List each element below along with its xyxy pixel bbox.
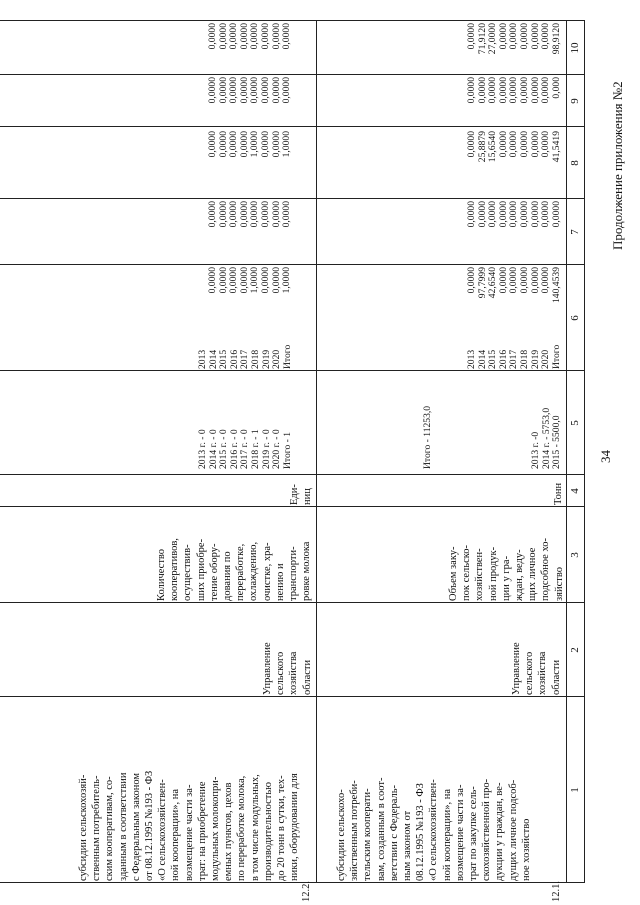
column-header: 3 (569, 552, 581, 558)
funding-col-10: 0,0000 71,9120 27,0000 0,0000 0,0000 0,0000 0,0000 0,0000 98,9120 (466, 23, 562, 55)
column-header: 5 (569, 420, 581, 426)
column-header: 1 (569, 787, 581, 793)
col-line (0, 474, 585, 475)
column-header: 2 (569, 647, 581, 653)
column-header: 9 (569, 98, 581, 104)
funding-col-6: 0,0000 0,0000 0,0000 0,0000 1,0000 0,0000 0,0000 1,0000 (207, 267, 293, 294)
column-header: 8 (569, 160, 581, 166)
appendix-continuation-heading: Продолжение приложения №2 (610, 81, 625, 250)
target-indicator: Объем заку- пок сельско- хозяйствен- ной продук- ции у гра- ждан, веду- щих личное подсобное хо- зяйство (448, 537, 565, 601)
col-line (0, 602, 585, 603)
funding-col-7: 0,0000 0,0000 0,0000 0,0000 0,0000 0,0000 0,0000 0,0000 0,0000 (466, 201, 562, 228)
measure-description: субсидии сельскохо- зяйственным потреби- тельским кооперати- вам, созданным в соот- ветствии с Федераль- ным законом от 08.12.1995 №193 - ФЗ «О сельскохозяйствен- ной кооперации», на возмещение части за- трат по закупке сель- скохозяйственной про- дукции у граждан, ве- дущих личное подсоб- ное хозяйство (336, 777, 532, 881)
funding-col-9: 0,0000 0,0000 0,0000 0,0000 0,0000 0,0000 0,0000 0,0000 (207, 77, 293, 104)
col-line (0, 264, 585, 265)
page-number: 34 (598, 450, 613, 463)
funding-col-7: 0,0000 0,0000 0,0000 0,0000 0,0000 0,0000 0,0000 0,0000 (207, 201, 293, 228)
measure-description: субсидии сельскохозяй- ственным потребитель- ским кооперативам, со- зданным в соответствии с Федеральным законом от 08.12.1995 №193 - ФЗ «О сельскохозяйствен- ной кооперации», на возмещение части за- трат: на приобретение модульных молокопри- емных пунктов, цехов по переработке молока, в том числе модульных, производительностью до 20 тонн в сутки, тех- ники, оборудовании для (78, 770, 301, 881)
column-header: 10 (569, 42, 581, 54)
col-line (0, 198, 585, 199)
row-separator (316, 21, 317, 883)
unit-of-measure: Тонн (553, 482, 564, 505)
col-line (0, 506, 585, 507)
funding-col-8: 0,0000 25,8879 15,6540 0,0000 0,0000 0,0000 0,0000 0,0000 41,5419 (466, 131, 562, 163)
column-header: 4 (569, 488, 581, 494)
year-list: 2013 2014 2015 2016 2017 2018 2019 2020 Итого (466, 344, 562, 369)
responsible-executor: Управление сельского хозяйства области (511, 642, 562, 695)
target-indicator: Количество кооперативов, осуществив- ших приобре- тение обору- дования по переработке, охлаждению, очистке, хра- нению и транспорти- ровке молока (156, 538, 313, 601)
row-number: 12.1. (551, 881, 562, 902)
column-header: 6 (569, 315, 581, 321)
funding-col-6: 0,0000 97,7999 42,6540 0,0000 0,0000 0,0000 0,0000 0,0000 140,4539 (466, 267, 562, 303)
indicator-targets: 2013 г. -0 2014 г. - 5753,0 2015 - 5500,0 (530, 407, 563, 469)
col-line (0, 20, 585, 21)
col-line (0, 696, 585, 697)
indicator-targets-total: Итого - 11253,0 (422, 405, 433, 469)
row-number: 12.2. (301, 881, 312, 902)
col-line (0, 74, 585, 75)
year-list: 2013 2014 2015 2016 2017 2018 2019 2020 Итого (197, 344, 293, 369)
table-top-rule (584, 21, 585, 883)
col-line (0, 126, 585, 127)
funding-col-10: 0,0000 0,0000 0,0000 0,0000 0,0000 0,0000 0,0000 0,0000 (207, 23, 293, 50)
col-line (0, 370, 585, 371)
unit-of-measure: Еди- ниц (289, 484, 314, 505)
funding-col-9: 0,0000 0,0000 0,0000 0,0000 0,0000 0,0000 0,0000 0,0000 0,000 (466, 77, 562, 104)
funding-col-8: 0,0000 0,0000 0,0000 0,0000 1,0000 0,0000 0,0000 1,0000 (207, 131, 293, 158)
col-line (0, 882, 585, 883)
responsible-executor: Управление сельского хозяйства области (262, 642, 313, 695)
column-header: 7 (569, 229, 581, 235)
indicator-targets: 2013 г. - 0 2014 г. - 0 2015 г. - 0 2016 г. - 0 2017 г. - 0 2018 г. - 1 2019 г. - 0 2020 г. - 0 Итого - 1 (197, 429, 293, 469)
